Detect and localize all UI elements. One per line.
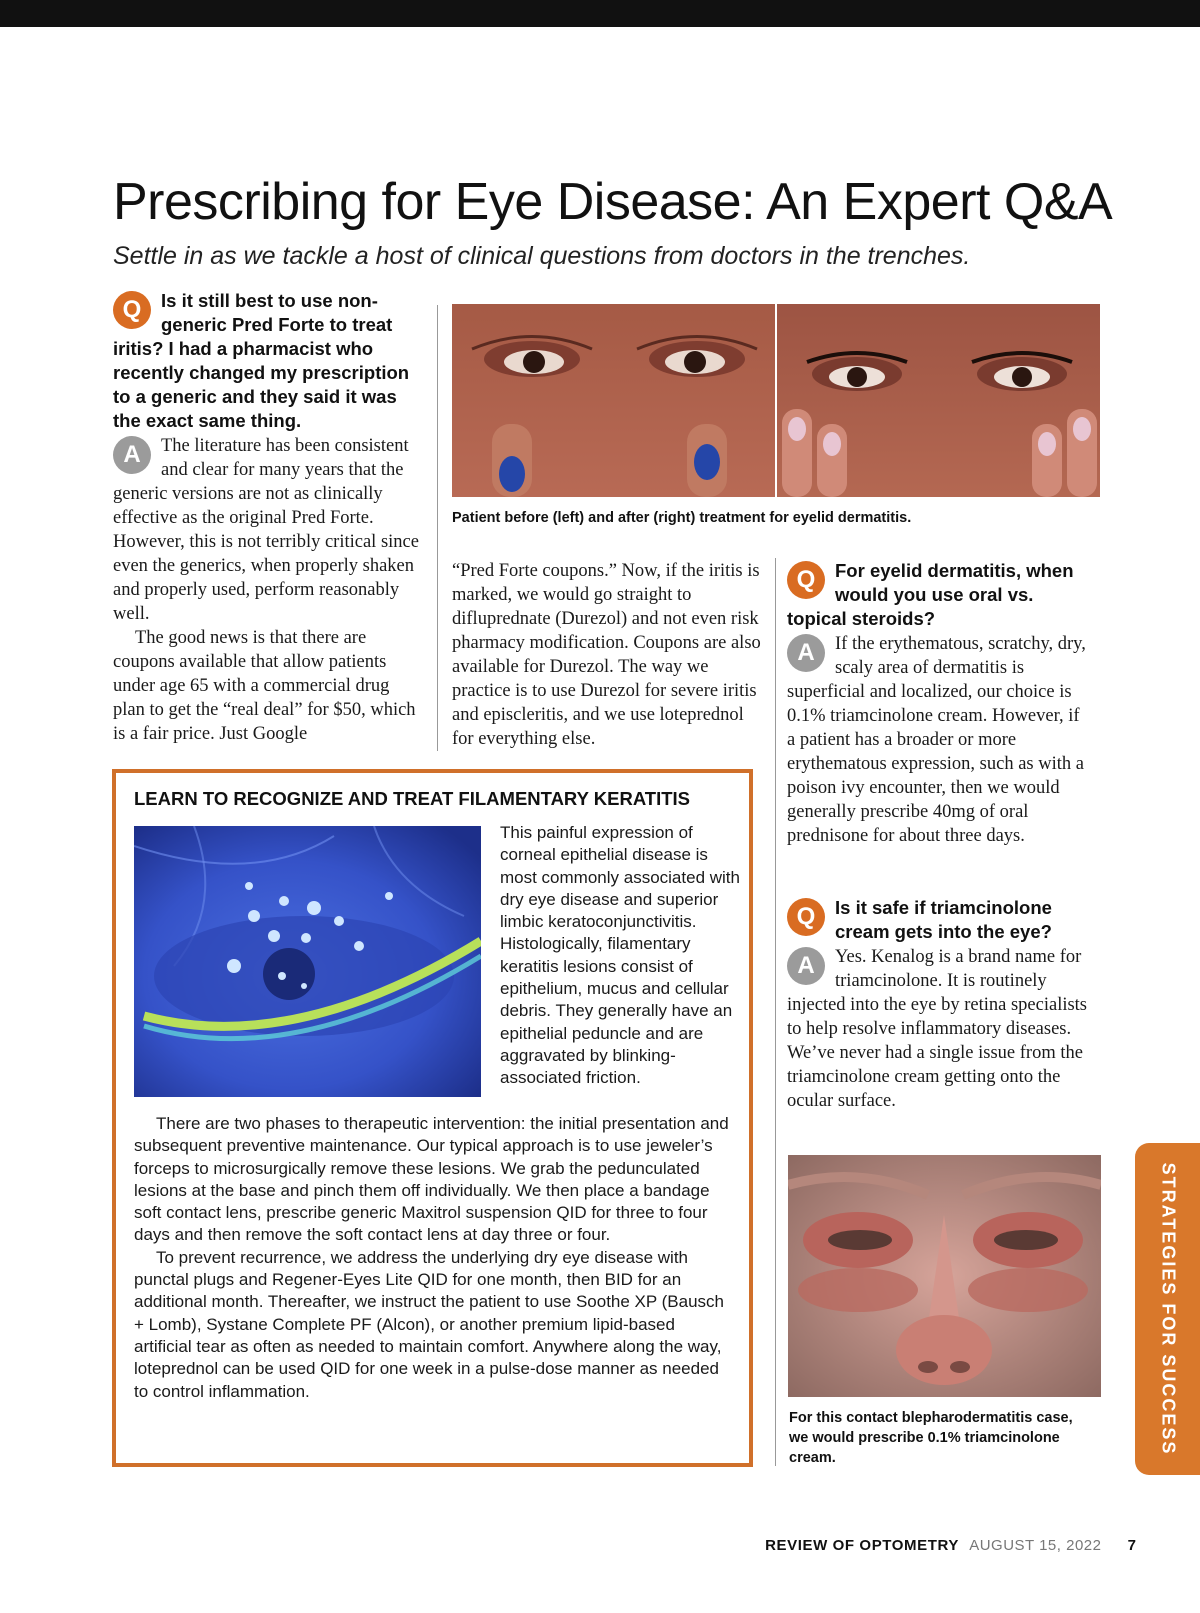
qa1-answer-p2: The good news is that there are coupons available that allow patients under age 65 with a commercial drug plan to get the “real deal” for $50, which is a fair price. Just Google [113,628,416,744]
qa1-answer-p1: The literature has been consistent and clear for many years that the generic versions are not as clinically effective as the original Pred Forte. However, this is not terribly critical since even the generics, when properly shaken and properly used, perform reasonably well. [113,436,419,624]
sidebar-intro [500,822,745,1090]
eyelid-dermatitis-before-photo [452,304,775,497]
qa3-column [787,896,1090,1113]
qa1-column [113,289,420,746]
qa3-answer [787,945,1090,1113]
qa3-answer-text: Yes. Kenalog is a brand name for triamcinolone. It is routinely injected into the eye by retina specialists to help resolve inflammatory diseases. We’ve never had a single issue from the triamcinolone cream getting onto the ocular surface. [787,947,1088,1111]
article-title: Prescribing for Eye Disease: An Expert Q&A [113,173,1113,231]
section-tab-label: STRATEGIES FOR SUCCESS [1158,1162,1178,1456]
sidebar-paragraph-2: There are two phases to therapeutic intervention: the initial presentation and subsequent preventive maintenance. Our typical approach is to use jeweler’s forceps to microsurgically remove these lesions. We grab the pedunculated lesions at the base and pinch them off individually. We then place a bandage soft contact lens, prescribe generic Maxitrol suspension QID for three to four days and then remove the soft contact lens at day three or four. [134,1114,729,1245]
qa2-answer-text: If the erythematous, scratchy, dry, scaly area of dermatitis is superficial and localized, our choice is 0.1% triamcinolone cream. However, if a patient has a broader or more erythematous expression, such as with a poison ivy encounter, then we would generally prescribe 40mg of oral prednisone for about three days. [787,634,1086,846]
qa1-question-text: Is it still best to use non-generic Pred Forte to treat iritis? I had a pharmacist who recently changed my prescription to a generic and they said it was the exact same thing. [113,290,410,431]
keratitis-eye-illustration [134,826,481,1097]
blepharodermatitis-illustration [788,1155,1101,1397]
footer-date: AUGUST 15, 2022 [969,1537,1102,1554]
question-badge: Q [787,561,825,599]
sidebar-title: LEARN TO RECOGNIZE AND TREAT FILAMENTARY KERATITIS [134,788,691,809]
answer-badge: A [787,947,825,985]
qa2-answer [787,632,1090,848]
question-badge: Q [787,898,825,936]
footer-page-number: 7 [1127,1537,1136,1554]
qa2-question-text: For eyelid dermatitis, when would you use oral vs. topical steroids? [787,560,1074,629]
section-tab [1135,1143,1200,1475]
sidebar-paragraph-3: To prevent recurrence, we address the underlying dry eye disease with punctal plugs and Regener-Eyes Lite QID for one month, then BID for an additional month. Thereafter, we instruct the patient to use Soothe XP (Bausch + Lomb), Systane Complete PF (Alcon), or another premium lipid-based artificial tear as often as needed to maintain comfort. Anywhere along the way, loteprednol can be used QID for one week in a pulse-dose manner as needed to control inflammation. [134,1247,725,1401]
article-subtitle: Settle in as we tackle a host of clinical questions from doctors in the trenches. [113,242,971,270]
qa1-answer-continued-text: “Pred Forte coupons.” Now, if the iritis is marked, we would go straight to difluprednate (Durezol) and not even risk pharmacy modification. Coupons are also available for Durezol. The way we practice is to use Durezol for severe iritis and episcleritis, and we use loteprednol for everything else. [452,561,761,749]
qa2-question [787,559,1090,631]
question-badge: Q [113,291,151,329]
after-photo-illustration [777,304,1100,497]
qa1-answer [113,434,420,746]
sidebar-intro-text: This painful expression of corneal epithelial disease is most commonly associated with dry eye disease and superior limbic keratoconjunctivitis. Histologically, filamentary keratitis lesions consist of epithelium, mucus and cellular debris. They generally have an epithelial peduncle and are aggravated by blinking-associated friction. [500,823,740,1088]
filamentary-keratitis-photo [134,826,481,1097]
qa3-question-text: Is it safe if triamcinolone cream gets into the eye? [835,897,1052,942]
answer-badge: A [113,436,151,474]
footer-publication: REVIEW OF OPTOMETRY [765,1537,960,1554]
column-divider-2 [775,558,776,1466]
before-photo-illustration [452,304,775,497]
page-footer [765,1537,1136,1554]
column-divider-1 [437,305,438,751]
blepharodermatitis-photo [788,1155,1101,1397]
answer-badge: A [787,634,825,672]
photo1-caption: Patient before (left) and after (right) treatment for eyelid dermatitis. [452,510,912,526]
qa3-question [787,896,1090,944]
photo2-caption: For this contact blepharodermatitis case, we would prescribe 0.1% triamcinolone cream. [789,1410,1073,1466]
sidebar-body [134,1113,734,1403]
eyelid-dermatitis-after-photo [777,304,1100,497]
qa1-answer-continued [452,559,762,751]
qa1-question [113,289,420,433]
top-black-bar [0,0,1200,27]
qa2-column [787,559,1090,848]
